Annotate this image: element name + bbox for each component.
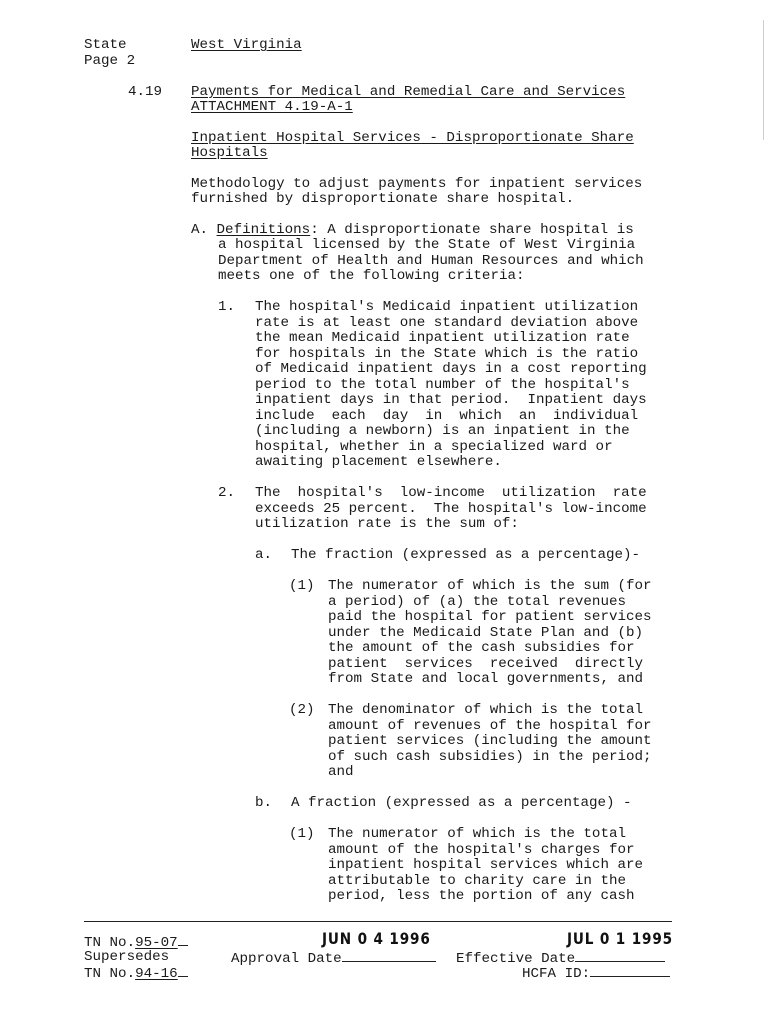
section-number: 4.19 [128,84,163,100]
effective-blank [575,950,665,962]
sub-b-1-line: amount of the hospital's charges for [328,841,635,858]
criterion-1-line: awaiting placement elsewhere. [255,454,502,470]
tn-value: 95-07 [135,935,178,951]
effective-date-stamp: JUL 0 1 1995 [567,929,673,948]
criterion-1-line: (including a newborn) is an inpatient in the [255,423,630,439]
sub-a-2-marker: (2) [289,702,315,718]
intro-line-1: Methodology to adjust payments for inpatient services [191,176,643,192]
effective-label: Effective Date [456,951,576,967]
subtitle-line-2: Hospitals [191,145,268,161]
approval-blank [342,950,436,962]
tn2-value: 94-16 [135,966,178,982]
sub-a-text: The fraction (expressed as a percentage)- [291,547,641,563]
approval-date-stamp: JUN 0 4 1996 [322,929,431,948]
definitions-line-1: : A disproportionate share hospital is [310,222,634,238]
definitions-line-4: meets one of the following criteria: [218,268,525,284]
sub-a-2-line: patient services (including the amount [328,733,652,749]
sub-b-1-line: inpatient hospital services which are [328,857,644,873]
definitions-line-3: Department of Health and Human Resources and which [218,252,644,269]
state-value: West Virginia [191,37,302,53]
approval-label: Approval Date [231,951,342,967]
tn-blank [178,934,188,946]
sub-a-1-marker: (1) [289,578,315,594]
hcfa-id [522,965,670,983]
sub-a-1-line: the amount of the cash subsidies for [328,640,635,656]
criterion-2-marker: 2. [218,485,236,501]
sub-a-2-line: amount of revenues of the hospital for [328,717,652,734]
criterion-1-line: inpatient days in that period. Inpatient days [255,392,647,408]
criterion-1-line: period to the total number of the hospital's [255,376,630,393]
footer-rule [84,921,672,922]
sub-a-2-line: of such cash subsidies) in the period; [328,748,652,765]
criterion-1-marker: 1. [218,299,236,315]
sub-b-1-line: attributable to charity care in the [328,872,626,889]
scan-edge-mark [763,20,764,140]
section-title: Payments for Medical and Remedial Care and Services [191,84,626,100]
hcfa-label: HCFA ID: [522,966,591,982]
sub-a-2-line: and [328,764,354,780]
page-number: Page 2 [84,53,136,69]
sub-b-marker: b. [255,795,273,811]
criterion-2-line: The hospital's low-income utilization rate [255,485,647,501]
tn-number-previous [84,965,188,983]
definitions-heading: Definitions [216,222,311,238]
supersedes-label: Supersedes [84,949,170,965]
approval-date [231,950,436,968]
sub-a-1-line: a period) of (a) the total revenues [328,593,626,610]
intro-line-2: furnished by disproportionate share hospital. [191,191,575,207]
tn2-label: TN No. [84,966,136,982]
sub-a-2-line: The denominator of which is the total [328,702,644,718]
sub-a-1-line: patient services received directly [328,655,644,672]
sub-b-1-line: period, less the portion of any cash [328,888,635,904]
sub-b-text: A fraction (expressed as a percentage) - [291,795,632,811]
criterion-2-line: utilization rate is the sum of: [255,516,519,532]
hcfa-blank [590,965,670,977]
sub-a-1-line: under the Medicaid State Plan and (b) [328,624,644,641]
sub-a-marker: a. [255,547,273,563]
criterion-2-line: exceeds 25 percent. The hospital's low-income [255,500,647,517]
criterion-1-line: hospital, whether in a specialized ward or [255,438,613,455]
tn-label: TN No. [84,935,136,951]
sub-b-1-line: The numerator of which is the total [328,826,626,842]
criterion-1-line: include each day in which an individual [255,407,639,424]
subtitle-line-1: Inpatient Hospital Services - Disproportionate Share [191,130,634,146]
sub-b-1-marker: (1) [289,826,315,842]
attachment-id: ATTACHMENT 4.19-A-1 [191,99,353,115]
criterion-1-line: The hospital's Medicaid inpatient utilization [255,299,639,315]
criterion-1-line: the mean Medicaid inpatient utilization rate [255,330,630,346]
sub-a-1-line: paid the hospital for patient services [328,609,652,625]
sub-a-1-line: The numerator of which is the sum (for [328,578,652,594]
criterion-1-line: of Medicaid inpatient days in a cost reporting [255,361,647,377]
sub-a-1-line: from State and local governments, and [328,671,644,687]
state-label: State [84,37,127,53]
criterion-1-line: for hospitals in the State which is the ratio [255,345,639,362]
criterion-1-line: rate is at least one standard deviation above [255,314,639,331]
definitions-marker: A. [191,222,209,238]
tn2-blank [178,965,188,977]
definitions-line-2: a hospital licensed by the State of West Virginia [218,237,636,253]
